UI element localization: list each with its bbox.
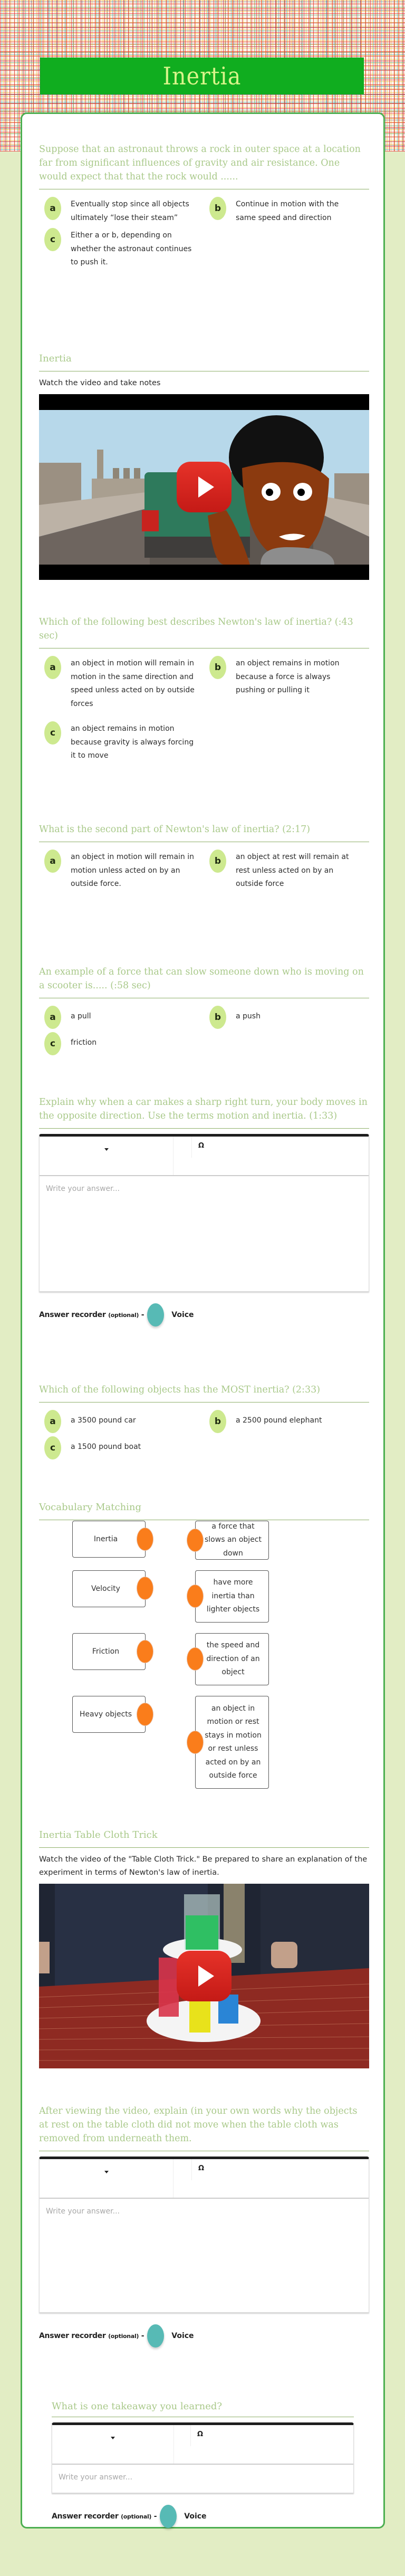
rich-text-editor [39,2157,369,2313]
editor-container [52,2422,354,2493]
recorder-label: Answer recorder (optional) - [39,2332,144,2340]
match-term-heavy-objects[interactable]: Heavy objects [72,1696,146,1733]
choice-a[interactable] [39,656,204,711]
answer-recorder [52,2505,354,2528]
match-connector-left[interactable] [137,1703,153,1726]
special-character-button[interactable]: Ω [198,1142,205,1150]
match-connector-left[interactable] [137,1577,153,1600]
match-connector-left[interactable] [137,1640,153,1663]
editor-toolbar [40,1137,369,1176]
match-term-velocity[interactable]: Velocity [72,1570,146,1607]
choice-badge: a [44,1410,61,1433]
question-title: An example of a force that can slow someone down who is moving on a scooter is..... (:58 sec) [39,965,369,998]
choice-text: an object in motion will remain in motion in the same direction and speed unless acted on by outside forces [71,659,195,708]
rich-text-editor [52,2422,354,2493]
play-button[interactable] [177,462,232,512]
choice-text: Continue in motion with the same speed and direction [236,200,339,222]
match-definition-2[interactable]: have more inertia than lighter objects [195,1570,269,1623]
match-term-friction[interactable]: Friction [72,1633,146,1670]
question-title: Suppose that an astronaut throws a rock in outer space at a location far from significant influences of gravity and air resistance. One would expect that that the rock would ...... [39,142,369,189]
choice-b[interactable] [204,850,369,891]
editor-toolbar [52,2425,353,2465]
section-title: Inertia Table Cloth Trick [39,1828,369,1848]
choice-list [39,1006,369,1058]
choice-badge: b [209,197,226,220]
choice-text: a 1500 pound boat [71,1443,141,1451]
choice-c[interactable] [39,1032,204,1055]
caret-down-icon [111,2437,115,2439]
section-title: Inertia [39,352,369,371]
choice-b[interactable] [204,656,369,711]
choice-text: an object remains in motion because a force is always pushing or pulling it [236,659,340,694]
choice-badge: b [209,656,226,679]
choice-list [39,656,369,766]
record-button[interactable] [160,2505,177,2528]
caret-down-icon [104,1148,109,1151]
voice-label: Voice [171,2332,194,2340]
special-character-button[interactable]: Ω [198,2164,205,2172]
choice-c[interactable] [39,1436,204,1459]
choice-text: friction [71,1038,97,1047]
match-connector-left[interactable] [137,1528,153,1551]
choice-a[interactable] [39,850,204,891]
vocabulary-matching [39,1501,369,1807]
match-connector-right[interactable] [187,1529,204,1552]
play-icon [198,1966,214,1987]
match-connector-right[interactable] [187,1731,204,1754]
editor-container [39,2157,369,2313]
page-title: Inertia [162,62,242,90]
choice-b[interactable] [204,1006,369,1029]
question-7 [39,2104,369,2348]
match-definition-3[interactable]: the speed and direction of an object [195,1633,269,1685]
recorder-label: Answer recorder (optional) - [52,2512,157,2521]
answer-textarea[interactable] [52,2465,353,2493]
toolbar-separator [174,2425,191,2446]
video-player[interactable] [39,394,369,580]
question-title: After viewing the video, explain (in your own words why the objects at rest on the table cloth did not move when the table cloth was removed from underneath them. [39,2104,369,2151]
choice-text: an object in motion will remain in motion unless acted on by an outside force. [71,853,195,888]
choice-badge: c [44,721,61,745]
toolbar-separator [173,2159,192,2180]
toolbar-separator [173,1137,192,1158]
video-player[interactable] [39,1884,369,2068]
worksheet-card [21,112,385,2529]
choice-badge: a [44,1006,61,1029]
title-banner [40,58,364,94]
choice-a[interactable] [39,197,204,225]
question-2 [39,615,369,766]
special-character-button[interactable]: Ω [197,2430,204,2438]
choice-list [39,1410,369,1463]
choice-badge: b [209,1006,226,1029]
choice-badge: a [44,850,61,873]
editor-toolbar [40,2159,369,2199]
choice-badge: b [209,850,226,873]
choice-text: Either a or b, depending on whether the astronaut continues to push it. [71,231,192,266]
choice-list [39,850,369,894]
video-section-1 [39,352,369,580]
choice-a[interactable] [39,1006,204,1029]
choice-text: an object at rest will remain at rest unless acted on by an outside force [236,853,349,888]
play-button[interactable] [177,1951,232,2001]
video-section-2 [39,1828,369,2068]
recorder-label: Answer recorder (optional) - [39,1311,144,1319]
voice-label: Voice [184,2512,207,2521]
answer-recorder [39,1303,369,1327]
choice-text: a push [236,1012,261,1020]
match-term-inertia[interactable]: Inertia [72,1521,146,1558]
editor-container [39,1134,369,1292]
choice-text: a 3500 pound car [71,1416,136,1425]
choice-c[interactable] [39,228,204,270]
question-4 [39,965,369,1058]
choice-b[interactable] [204,197,369,225]
choice-c[interactable] [39,721,204,763]
choice-list [39,197,369,273]
question-title: Which of the following objects has the MOST inertia? (2:33) [39,1383,369,1403]
record-button[interactable] [147,1303,164,1327]
record-button[interactable] [147,2324,164,2348]
choice-badge: a [44,197,61,220]
choice-badge: a [44,656,61,679]
play-icon [198,476,214,498]
format-dropdown[interactable] [40,1137,173,1175]
format-dropdown[interactable] [52,2425,174,2464]
match-definition-1[interactable]: a force that slows an object down [195,1521,269,1560]
choice-badge: c [44,228,61,251]
choice-text: Eventually stop since all objects ultimately “lose their steam” [71,200,189,222]
answer-textarea[interactable] [40,1176,369,1291]
answer-recorder [39,2324,369,2348]
choice-a[interactable] [39,1410,204,1433]
question-title: What is the second part of Newton's law of inertia? (2:17) [39,823,369,842]
section-title: Vocabulary Matching [39,1501,369,1520]
choice-b[interactable] [204,1410,369,1433]
instruction-text: Watch the video and take notes [39,379,161,387]
choice-text: a pull [71,1012,91,1020]
question-6 [39,1383,369,1463]
question-1 [39,142,369,273]
question-3 [39,823,369,894]
match-definition-4[interactable]: an object in motion or rest stays in motion or rest unless acted on by an outside force [195,1696,269,1789]
format-dropdown[interactable] [40,2159,173,2198]
question-title: Which of the following best describes Newton's law of inertia? (:43 sec) [39,615,369,648]
choice-badge: b [209,1410,226,1433]
question-title: Explain why when a car makes a sharp right turn, your body moves in the opposite direction. Use the terms motion and inertia. (1:33) [39,1095,369,1129]
instruction-text: Watch the video of the "Table Cloth Trick." Be prepared to share an explanation of the experiment in terms of Newton's law of inertia. [39,1855,368,1877]
choice-badge: c [44,1436,61,1459]
caret-down-icon [104,2171,109,2173]
match-connector-right[interactable] [187,1585,204,1608]
question-5 [39,1095,369,1327]
answer-textarea[interactable] [40,2199,369,2312]
match-connector-right[interactable] [187,1647,204,1671]
question-8 [52,2400,354,2528]
rich-text-editor [39,1134,369,1292]
question-title: What is one takeaway you learned? [52,2400,354,2417]
choice-text: an object remains in motion because gravity is always forcing it to move [71,724,194,760]
voice-label: Voice [171,1311,194,1319]
choice-badge: c [44,1032,61,1055]
choice-text: a 2500 pound elephant [236,1416,322,1425]
